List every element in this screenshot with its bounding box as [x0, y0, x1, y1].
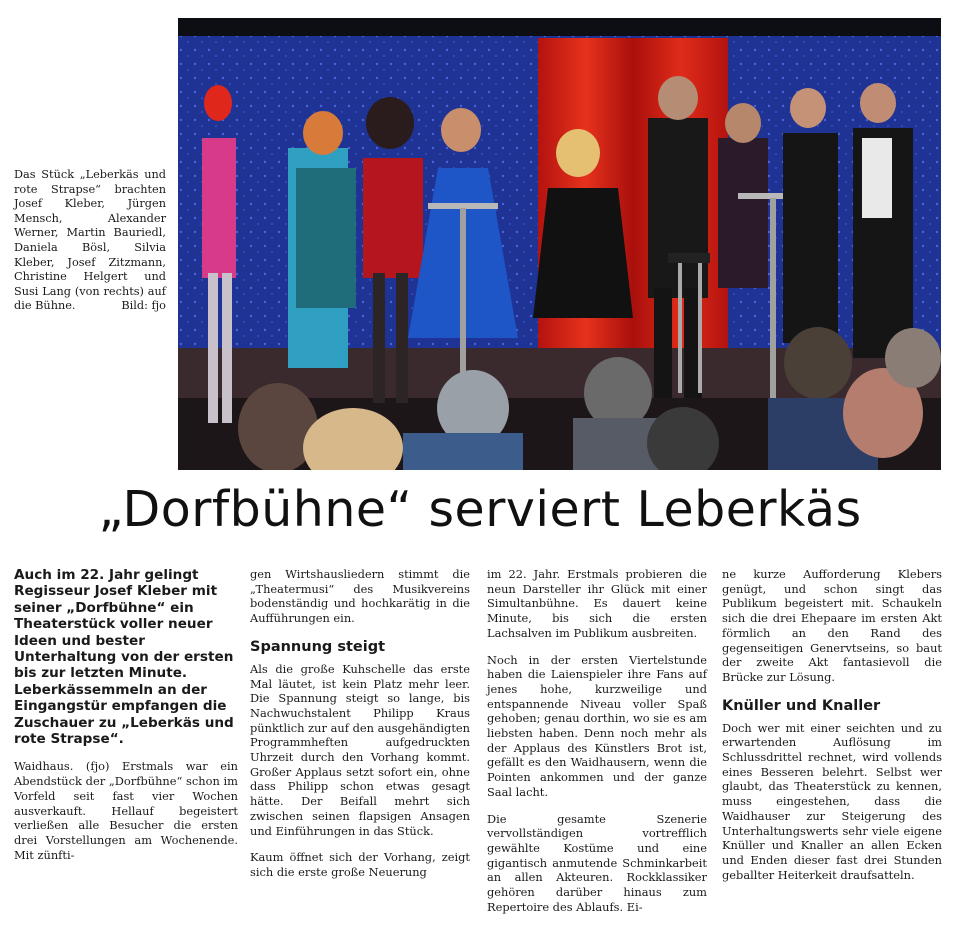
article-column-3 [487, 567, 707, 926]
article-column-4 [722, 567, 942, 894]
article-paragraph: Die gesamte Szenerie vervollständigen vortrefflich gewählte Kostüme und eine gigantisch anmutende Schminkarbeit an allen Akteuren. Rockklassiker gehören darüber hinaus zum Repertoire des Ablaufs. Ei- [487, 811, 707, 914]
subheading-knueller: Knüller und Knaller [722, 697, 881, 714]
article-paragraph: im 22. Jahr. Erstmals probieren die neun Darsteller ihr Glück mit einer Simultanbühne. Es dauert keine Minute, bis sich die ersten Lachsalven im Publikum ausbreiten. [487, 567, 707, 640]
stage-photo [178, 18, 941, 470]
caption-text: Das Stück „Leberkäs und rote Strapse“ brachten Josef Kleber, Jürgen Mensch, Alexander Werner, Martin Bauriedl, Daniela Bösl, Silvia Kleber, Josef Zitzmann, Christine Helgert und Susi Lang (von rechts) auf die Bühne. [14, 168, 166, 313]
article-paragraph: gen Wirtshausliedern stimmt die „Theatermusi“ des Musikvereins bodenständig und hochkarätig in die Aufführungen ein. [250, 567, 470, 626]
article-column-1 [14, 567, 238, 874]
photo-caption [14, 168, 166, 314]
subheading-spannung: Spannung steigt [250, 638, 386, 655]
article-paragraph: Waidhaus. (fjo) Erstmals war ein Abendstück der „Dorfbühne“ schon im Vorfeld seit fast vier Wochen ausverkauft. Hellauf begeistert verließen alle Besucher die ersten drei Vorstellungen am Wochenende. Mit zünfti- [14, 759, 238, 862]
photo-credit: Bild: fjo [121, 299, 166, 313]
article-paragraph: ne kurze Aufforderung Klebers genügt, und schon singt das Publikum begeistert mit. Schaukeln sich die drei Ehepaare im ersten Akt förmlich an den Rand des gegenseitigen Genervtseins, so baut der zweite Akt fantasievoll die Brücke zur Lösung. [722, 567, 942, 684]
article-paragraph: Doch wer mit einer seichten und zu erwartenden Auflösung im Schlussdrittel rechnet, wird vollends eines Besseren belehrt. Selbst wer glaubt, das Theaterstück zu kennen, muss eingestehen, dass die Waidhauser zur Steigerung des Unterhaltungswerts sehr viele eigene Knüller und Knaller an allen Ecken und Enden dieser fast drei Stunden geballter Heiterkeit draufsatteln. [722, 720, 942, 882]
headline: „Dorfbühne“ serviert Leberkäs [98, 481, 862, 538]
article-lead: Auch im 22. Jahr gelingt Regisseur Josef Kleber mit seiner „Dorfbühne“ ein Theaterstück voller neuer Ideen und bester Unterhaltung von der ersten bis zur letzten Minute. Leberkässemmeln an der Eingangstür empfangen die Zuschauer zu „Leberkäs und rote Strapse“. [14, 567, 234, 748]
article-column-2 [250, 567, 470, 892]
article-paragraph: Noch in der ersten Viertelstunde haben die Laienspieler ihre Fans auf jenes hohe, kurzweilige und entspannende Niveau voller Spaß gehoben; genau dorthin, wo sie es am liebsten haben. Denn noch mehr als der Applaus des Künstlers Brot ist, gefällt es den Waidhausern, wenn die Pointen ankommen und der ganze Saal lacht. [487, 652, 707, 799]
stage-photo-illustration [178, 18, 941, 470]
article-paragraph: Als die große Kuhschelle das erste Mal läutet, ist kein Platz mehr leer. Die Spannung steigt so lange, bis Nachwuchstalent Philipp Kraus pünktlich zur auf den ausgehändigten Programmheften aufgedruckten Uhrzeit durch den Vorhang kommt. Großer Applaus setzt sofort ein, ohne dass Philipp schon etwas gesagt hätte. Der Beifall mehrt sich zwischen seinen flapsigen Ansagen und Einführungen in das Stück. [250, 661, 470, 838]
article-paragraph: Kaum öffnet sich der Vorhang, zeigt sich die erste große Neuerung [250, 850, 470, 879]
